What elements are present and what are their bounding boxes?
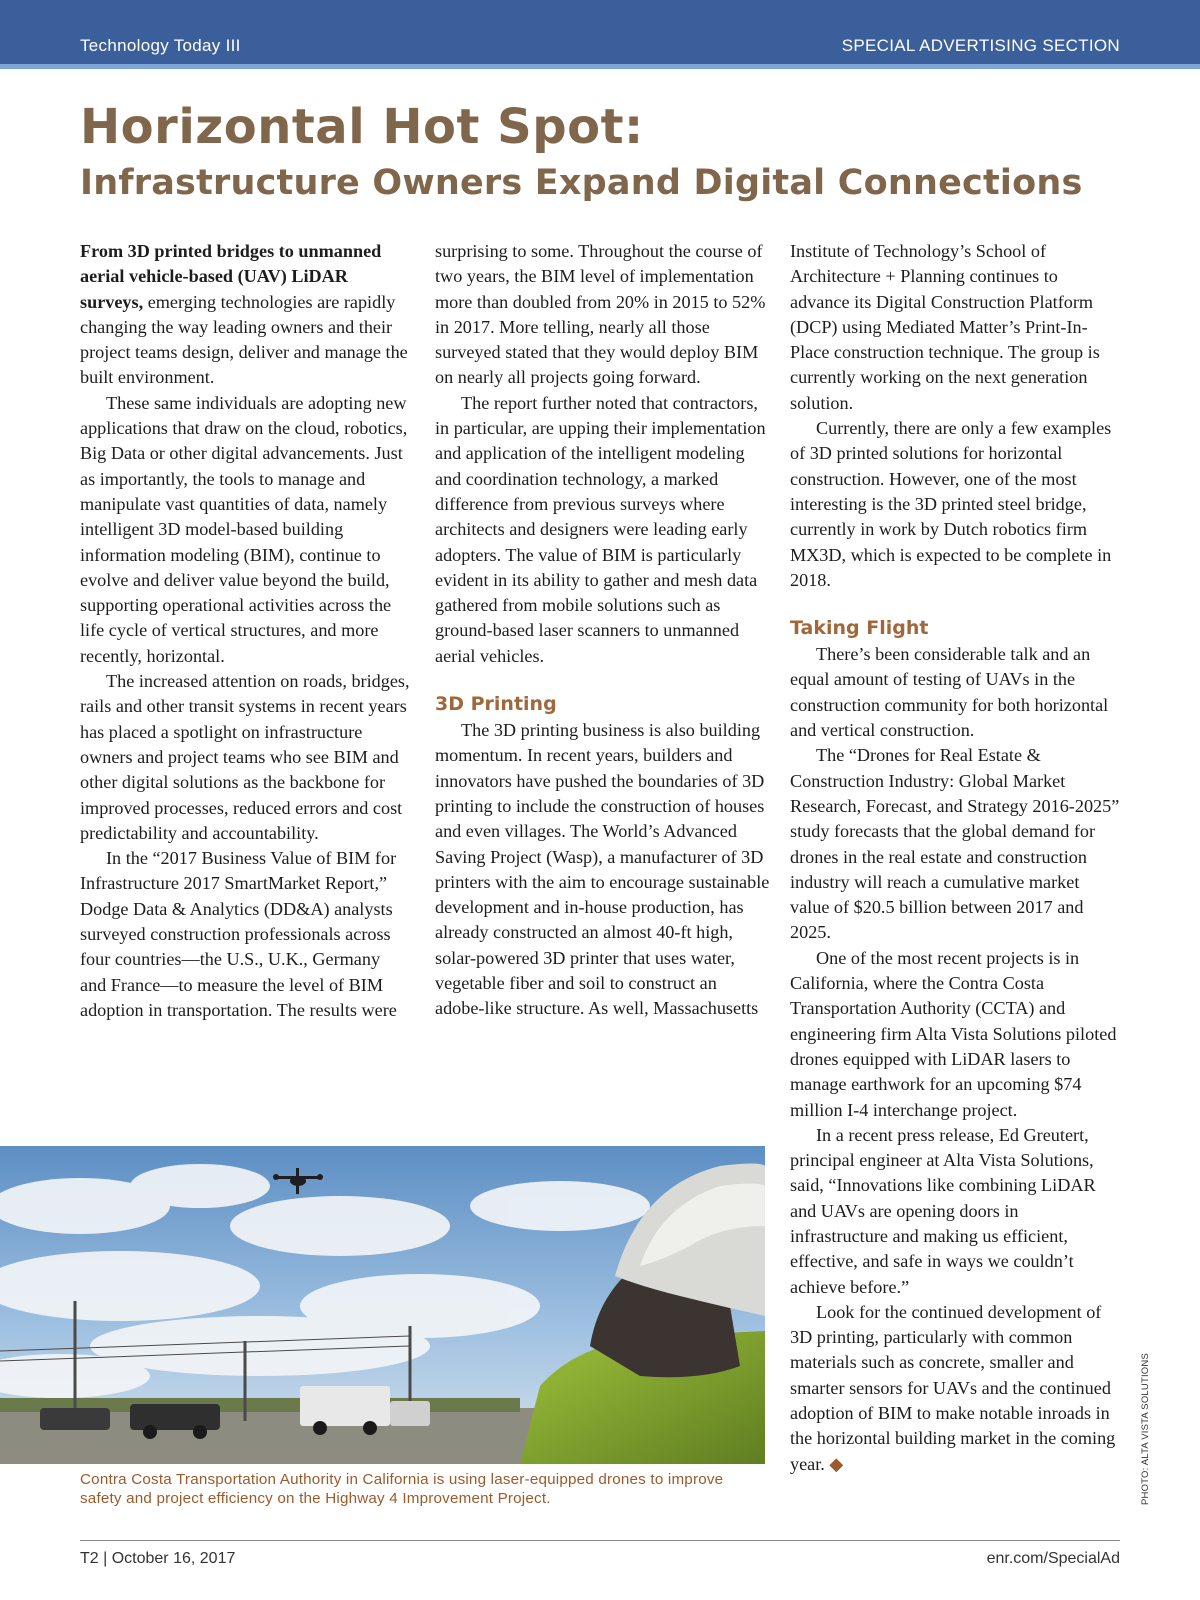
paragraph: One of the most recent projects is in California, where the Contra Costa Transportation Authority (CCTA) and engineering firm Alta Vista Solutions piloted drones equipped with LiDAR lasers to manage earthwork for an upcoming $74 million I-4 interchange project. xyxy=(790,947,1117,1120)
article-title: Horizontal Hot Spot: xyxy=(80,99,644,155)
photo-credit: PHOTO: ALTA VISTA SOLUTIONS xyxy=(1140,1353,1151,1505)
paragraph: These same individuals are adopting new applications that draw on the cloud, robotics, Big Data or other digital advancements. Just as importantly, the tools to manage and manipulate vast quantities of data, namely intelligent 3D model-based building information modeling (BIM), continue to evolve and deliver value beyond the build, supporting operational activities across the life cycle of vertical structures, and more recently, horizontal. xyxy=(80,392,408,666)
drone-photo xyxy=(0,1146,765,1464)
paragraph: The “Drones for Real Estate & Construction Industry: Global Market Research, Forecast, and Strategy 2016-2025” study forecasts that the global demand for drones in the real estate and construction industry will reach a cumulative market value of $20.5 billion between 2017 and 2025. xyxy=(790,745,1120,943)
article-subtitle: Infrastructure Owners Expand Digital Connections xyxy=(80,163,1083,203)
section-title: Technology Today III xyxy=(80,36,241,55)
header-bar xyxy=(0,0,1200,64)
paragraph: In a recent press release, Ed Greutert, principal engineer at Alta Vista Solutions, said, “Innovations like combining LiDAR and UAVs are opening doors in infrastructure and making us efficient, effective, and safe in ways we couldn’t achieve before.” xyxy=(790,1124,1096,1297)
closing-text: Look for the continued development of 3D printing, particularly with common materials such as concrete, smaller and smarter sensors for UAVs and the continued adoption of BIM to make notable inroads in the horizontal building market in the coming year. xyxy=(790,1301,1116,1474)
photo-caption: Contra Costa Transportation Authority in California is using laser-equipped drones to improve safety and project efficiency on the Highway 4 Improvement Project. xyxy=(80,1471,724,1507)
section-heading-taking-flight: Taking Flight xyxy=(790,617,929,640)
paragraph: Currently, there are only a few examples of 3D printed solutions for horizontal construction. However, one of the most interesting is the 3D printed steel bridge, currently in work by Dutch robotics firm MX3D, which is expected to be complete in 2018. xyxy=(790,418,1112,590)
section-heading-3d-printing: 3D Printing xyxy=(435,693,557,716)
page-number-date: T2 | October 16, 2017 xyxy=(80,1550,236,1567)
article-column-2 xyxy=(435,239,770,1022)
lead-paragraph xyxy=(80,239,410,391)
end-mark-icon: ◆ xyxy=(829,1453,844,1474)
paragraph: The report further noted that contractors, in particular, are upping their implementation and application of the intelligent modeling and coordination technology, a marked difference from previous surveys where architects and designers were leading early adopters. The value of BIM is particularly evident in its ability to gather and mesh data gathered from mobile solutions such as ground-based laser scanners to unmanned aerial vehicles. xyxy=(435,392,766,666)
lead-text: emerging technologies are rapidly changing the way leading owners and their project teams design, deliver and manage the built environment. xyxy=(80,291,408,388)
paragraph: There’s been considerable talk and an equal amount of testing of UAVs in the construction community for both horizontal and vertical construction. xyxy=(790,644,1109,741)
footer-url: enr.com/SpecialAd xyxy=(986,1550,1120,1567)
footer-divider xyxy=(80,1540,1120,1541)
paragraph: surprising to some. Throughout the course of two years, the BIM level of implementation more than doubled from 20% in 2015 to 52% in 2017. More telling, nearly all those surveyed stated that they would deploy BIM on nearly all projects going forward. xyxy=(435,241,766,388)
paragraph: In the “2017 Business Value of BIM for Infrastructure 2017 SmartMarket Report,” Dodge Data & Analytics (DD&A) analysts surveyed construction professionals across four countries—the U.S., U.K., Germany and France—to measure the level of BIM adoption in transportation. The results were xyxy=(80,848,397,1020)
paragraph xyxy=(790,1300,1120,1477)
header-accent-line xyxy=(0,64,1200,69)
special-advertising-label: SPECIAL ADVERTISING SECTION xyxy=(841,36,1120,55)
paragraph: Institute of Technology’s School of Architecture + Planning continues to advance its Digital Construction Platform (DCP) using Mediated Matter’s Print-In-Place construction technique. The group is currently working on the next generation solution. xyxy=(790,241,1100,413)
lead-bold-text: From 3D printed bridges to unmanned aerial vehicle-based (UAV) LiDAR surveys, xyxy=(80,241,382,312)
paragraph: The increased attention on roads, bridges, rails and other transit systems in recent years has placed a spotlight on infrastructure owners and project teams who see BIM and other digital solutions as the backbone for improved processes, reduced errors and cost predictability and accountability. xyxy=(80,671,410,843)
article-column-3 xyxy=(790,239,1120,1477)
article-column-1 xyxy=(80,239,410,1023)
paragraph: The 3D printing business is also building momentum. In recent years, builders and innovators have pushed the boundaries of 3D printing to include the construction of houses and even villages. The World’s Advanced Saving Project (Wasp), a manufacturer of 3D printers with the aim to encourage sustainable development and in-house production, has already constructed an almost 40-ft high, solar-powered 3D printer that uses water, vegetable fiber and soil to construct an adobe-like structure. As well, Massachusetts xyxy=(435,720,770,1019)
